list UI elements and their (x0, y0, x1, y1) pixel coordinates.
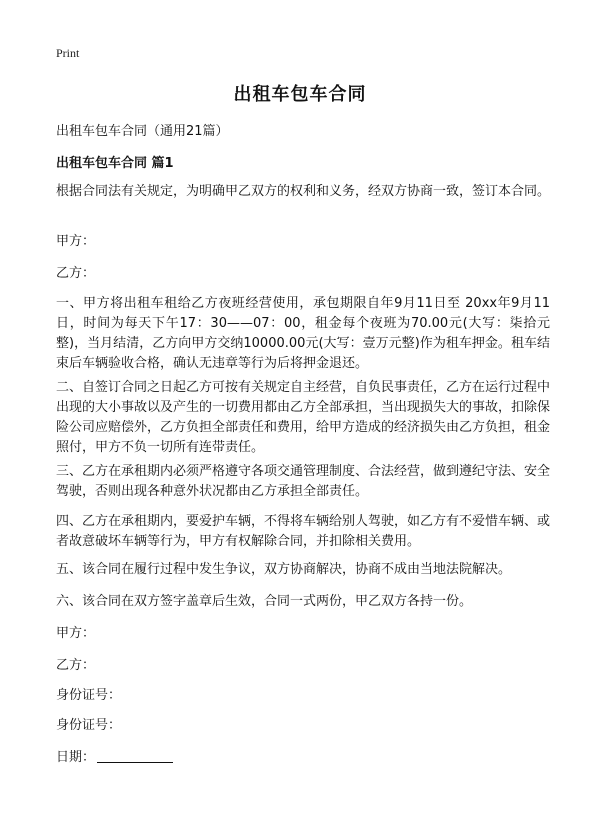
date-blank-line (97, 748, 173, 763)
signature-party-a: 甲方： (56, 626, 96, 641)
clause-2: 二、自签订合同之日起乙方可按有关规定自主经营，自负民事责任，乙方在运行过程中出现的大小事故以及产生的一切费用都由乙方全部承担，当出现损失大的事故，扣除保险公司应赔偿外，乙方负担全部责任和费用，给甲方造成的经济损失由乙方负担，租金照付，甲方不负一切所有连带责任。 (56, 380, 551, 455)
page-title: 出租车包车合同 (233, 84, 367, 105)
clause-4: 四、乙方在承租期内，要爱护车辆，不得将车辆给别人驾驶，如乙方有不爱惜车辆、或者故意破坏车辆等行为，甲方有权解除合同，并扣除相关费用。 (56, 514, 551, 549)
signature-date-row (56, 748, 173, 768)
clause-6: 六、该合同在双方签字盖章后生效，合同一式两份，甲乙双方各持一份。 (56, 594, 473, 609)
signature-date-label: 日期： (56, 750, 96, 765)
party-b-label: 乙方： (56, 266, 96, 281)
clause-3: 三、乙方在承租期内必须严格遵守各项交通管理制度、合法经营，做到遵纪守法、安全驾驶，否则出现各种意外状况都由乙方承担全部责任。 (56, 464, 551, 499)
section-heading: 出租车包车合同 篇1 (56, 156, 174, 171)
signature-id-number-2: 身份证号： (56, 718, 122, 733)
intro-paragraph: 根据合同法有关规定，为明确甲乙双方的权利和义务，经双方协商一致，签订本合同。 (56, 184, 551, 199)
clause-1: 一、甲方将出租车租给乙方夜班经营使用，承包期限自年9月11日至 20xx年9月11日，时间为每天下午17：30——07：00，租金每个夜班为70.00元(大写：柒拾元整)，当月结清，乙方向甲方交纳10000.00元(大写：壹万元整)作为租车押金。租车结束后车辆验收合格，确认无违章等行为后将押金退还。 (56, 296, 550, 371)
signature-party-b: 乙方： (56, 658, 96, 673)
document-subtitle: 出租车包车合同（通用21篇） (56, 124, 229, 139)
clause-5: 五、该合同在履行过程中发生争议，双方协商解决，协商不成由当地法院解决。 (56, 562, 512, 577)
print-link[interactable]: Print (56, 46, 80, 60)
signature-id-number-1: 身份证号： (56, 688, 122, 703)
party-a-label: 甲方： (56, 234, 96, 249)
